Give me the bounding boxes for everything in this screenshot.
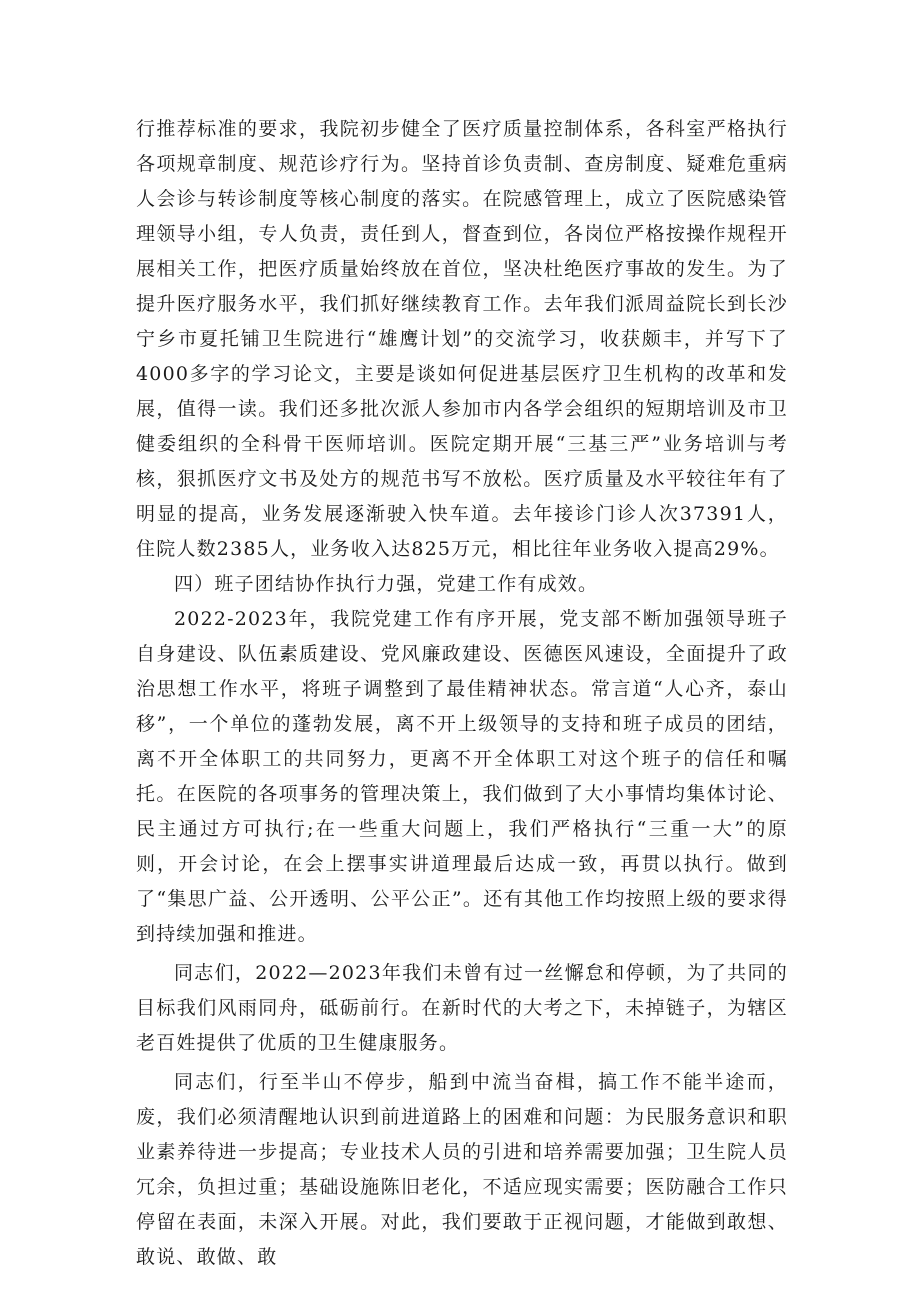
paragraph-party-building: 2022-2023年，我院党建工作有序开展，党支部不断加强领导班子自身建设、队伍素质建设、党风廉政建设、医德医风速设，全面提升了政治思想工作水平，将班子调整到了最佳精神状态。常言道“人心齐，泰山移”，一个单位的蓬勃发展，离不开上级领导的支持和班子成员的团结，离不开全体职工的共同努力，更离不开全体职工对这个班子的信任和嘱托。在医院的各项事务的管理决策上，我们做到了大小事情均集体讨论、民主通过方可执行;在一些重大问题上，我们严格执行“三重一大”的原则，开会讨论，在会上摆事实讲道理最后达成一致，再贯以执行。做到了“集思广益、公开透明、公平公正”。还有其他工作均按照上级的要求得到持续加强和推进。: [136, 608, 788, 945]
section-heading-party-building: 四）班子团结协作执行力强，党建工作有成效。: [174, 573, 599, 595]
paragraph-problems: 同志们，行至半山不停步，船到中流当奋楫，搞工作不能半途而，废，我们必须清醒地认识到前进道路上的困难和问题：为民服务意识和职业素养待进一步提高；专业技术人员的引进和培养需要加强；卫生院人员冗余，负担过重；基础设施陈旧老化，不适应现实需要；医防融合工作只停留在表面，未深入开展。对此，我们要敢于正视问题，才能做到敢想、敢说、敢做、敢: [136, 1071, 788, 1268]
document-body: [136, 112, 788, 1275]
paragraph-medical-quality: 行推荐标准的要求，我院初步健全了医疗质量控制体系，各科室严格执行各项规章制度、规范诊疗行为。坚持首诊负责制、查房制度、疑难危重病人会诊与转诊制度等核心制度的落实。在院感管理上，成立了医院感染管理领导小组，专人负责，责任到人，督查到位，各岗位严格按操作规程开展相关工作，把医疗质量始终放在首位，坚决杜绝医疗事故的发生。为了提升医疗服务水平，我们抓好继续教育工作。去年我们派周益院长到长沙宁乡市夏托铺卫生院进行“雄鹰计划”的交流学习，收获颇丰，并写下了4000多字的学习论文，主要是谈如何促进基层医疗卫生机构的改革和发展，值得一读。我们还多批次派人参加市内各学会组织的短期培训及市卫健委组织的全科骨干医师培训。医院定期开展“三基三严”业务培训与考核，狠抓医疗文书及处方的规范书写不放松。医疗质量及水平较往年有了明显的提高，业务发展逐渐驶入快车道。去年接诊门诊人次37391人，住院人数2385人，业务收入达825万元，相比往年业务收入提高29%。: [136, 118, 788, 560]
paragraph-summary: 同志们，2022—2023年我们未曾有过一丝懈怠和停顿，为了共同的目标我们风雨同舟，砥砺前行。在新时代的大考之下，未掉链子，为辖区老百姓提供了优质的卫生健康服务。: [136, 962, 788, 1054]
